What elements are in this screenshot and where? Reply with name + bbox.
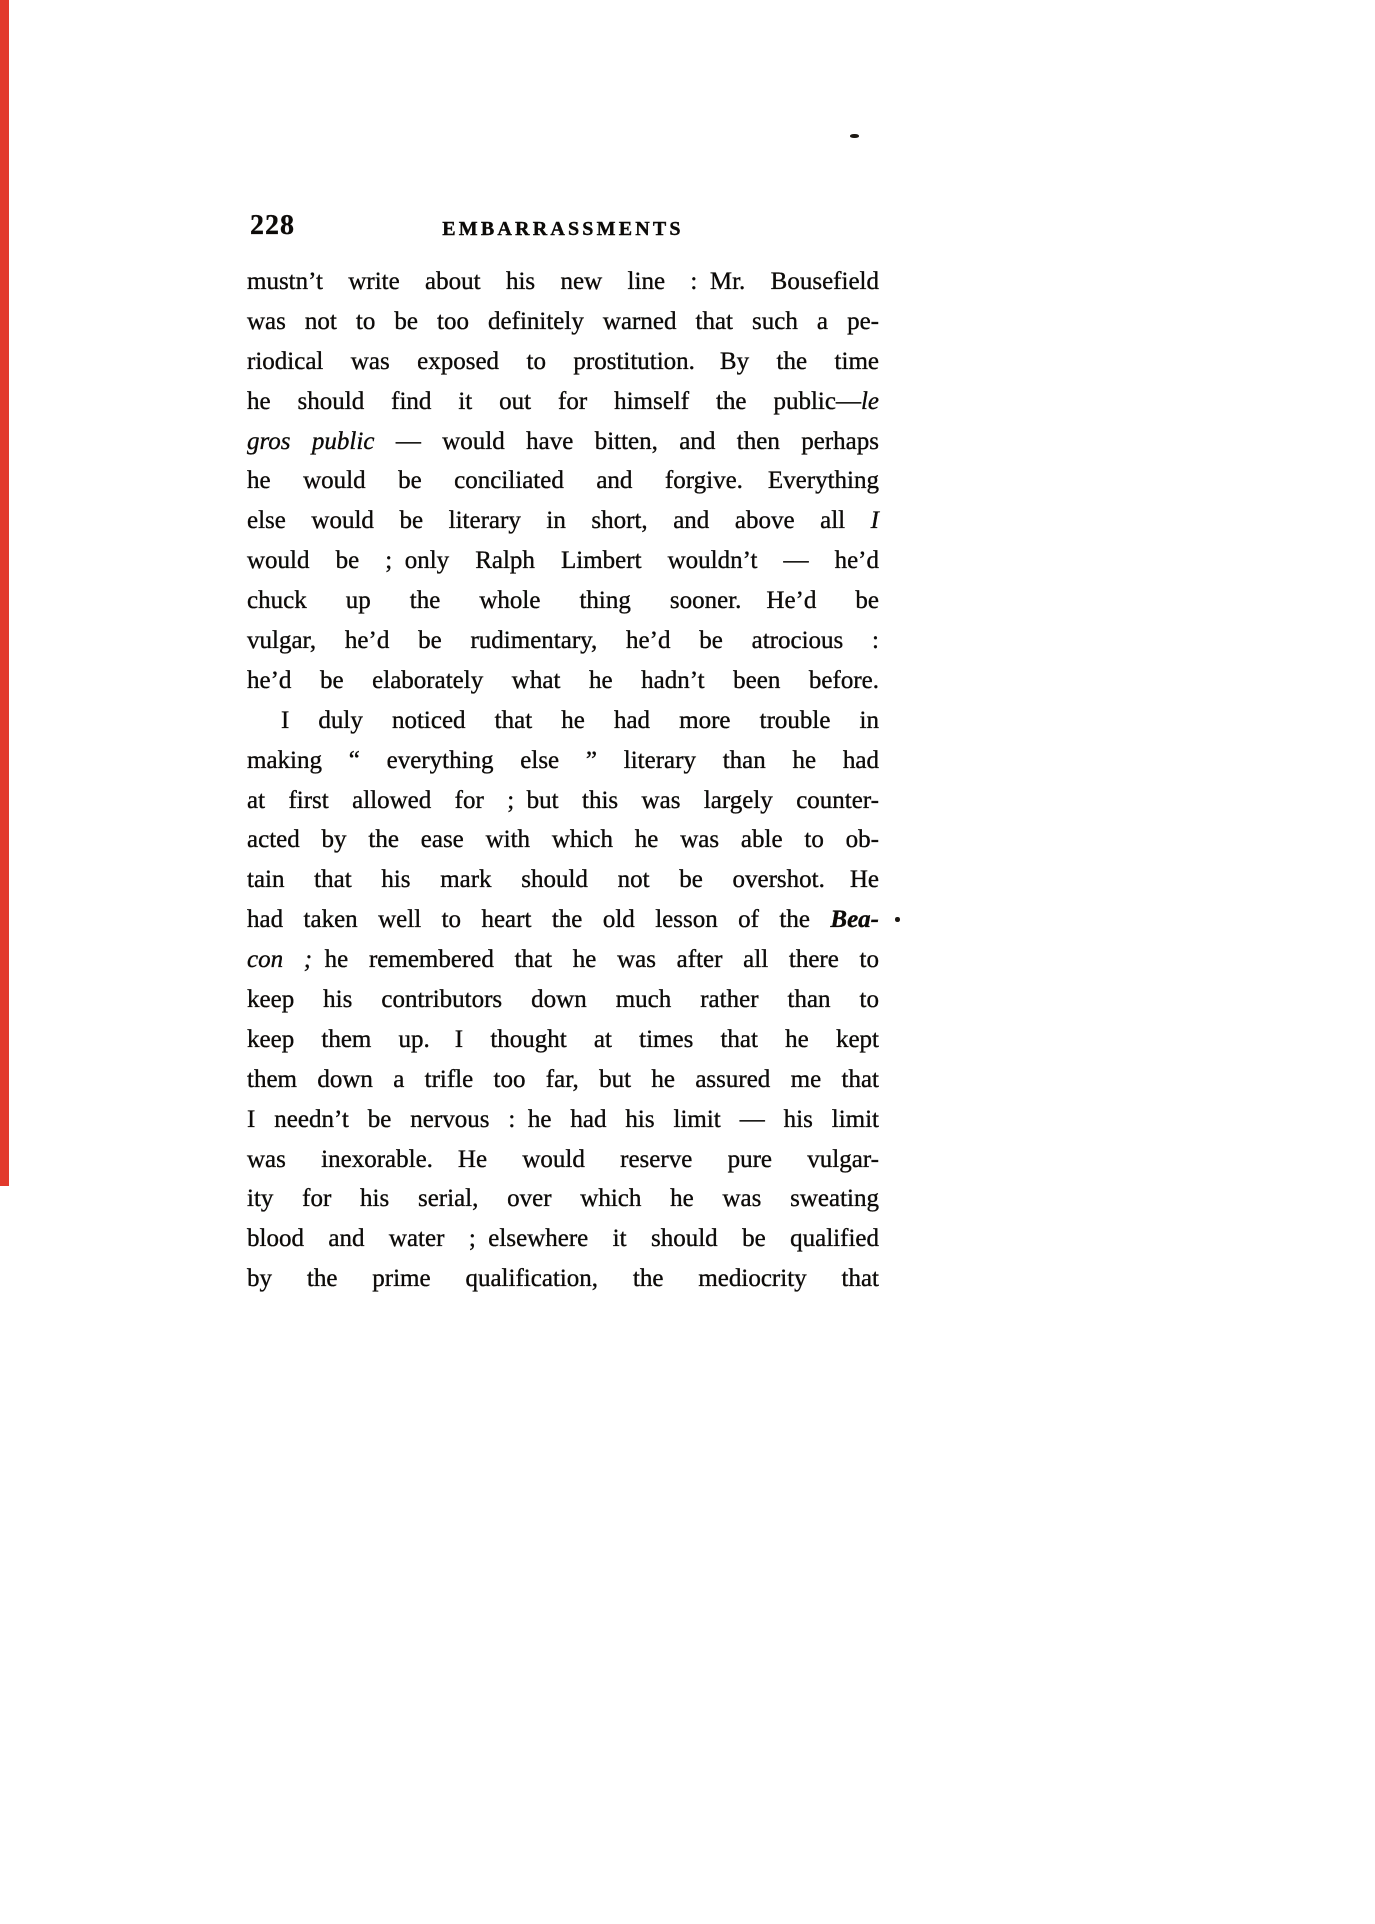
text-segment: he remembered that he was after all there to — [312, 946, 880, 974]
text-segment: he should find it out for himself the public— — [247, 387, 861, 415]
text-line — [247, 1259, 879, 1299]
text-segment: else would be literary in short, and above all — [247, 507, 871, 535]
text-segment: them down a trifle too far, but he assured me that — [247, 1065, 879, 1093]
italic-text: le — [860, 387, 879, 415]
ink-speck — [895, 917, 900, 922]
text-line — [247, 1140, 879, 1180]
italic-text: gros public — [247, 427, 375, 455]
text-segment: tain that his mark should not be overshot. He — [247, 866, 879, 894]
italic-text: con ; — [247, 946, 313, 974]
text-line — [247, 342, 879, 382]
body-text — [247, 262, 879, 1299]
text-segment: chuck up the whole thing sooner. He’d be — [247, 587, 879, 615]
red-edge-stripe — [0, 0, 9, 1186]
text-line — [247, 900, 879, 940]
text-line — [247, 701, 879, 741]
text-segment: was inexorable. He would reserve pure vulgar- — [247, 1145, 879, 1173]
italic-text: Bea- — [830, 906, 879, 934]
text-line — [247, 461, 879, 501]
text-line — [247, 581, 879, 621]
text-segment: I needn’t be nervous : he had his limit — his limit — [247, 1105, 879, 1133]
text-segment: vulgar, he’d be rudimentary, he’d be atrocious : — [247, 627, 879, 655]
text-segment: he’d be elaborately what he hadn’t been before. — [247, 666, 879, 694]
text-line — [247, 501, 879, 541]
text-line — [247, 302, 879, 342]
text-line — [247, 1060, 879, 1100]
text-line — [247, 940, 879, 980]
text-line — [247, 1179, 879, 1219]
text-segment: riodical was exposed to prostitution. By the time — [247, 347, 879, 375]
text-segment: making “ everything else ” literary than he had — [247, 746, 879, 774]
text-segment: ity for his serial, over which he was sweating — [247, 1185, 879, 1213]
text-line — [247, 820, 879, 860]
text-segment: by the prime qualification, the mediocrity that — [247, 1265, 879, 1293]
text-line — [247, 741, 879, 781]
text-segment: keep them up. I thought at times that he kept — [247, 1025, 879, 1053]
text-segment: — would have bitten, and then perhaps — [374, 427, 879, 455]
text-line — [247, 1219, 879, 1259]
text-line — [247, 1020, 879, 1060]
text-segment: at first allowed for ; but this was largely counter- — [247, 786, 879, 814]
text-segment: he would be conciliated and forgive. Everything — [247, 467, 879, 495]
text-line — [247, 262, 879, 302]
text-segment: I duly noticed that he had more trouble in — [281, 706, 879, 734]
page-number: 228 — [250, 210, 295, 241]
text-line — [247, 621, 879, 661]
page-header — [247, 0, 879, 245]
text-line — [247, 860, 879, 900]
text-segment: keep his contributors down much rather than to — [247, 986, 879, 1014]
running-title: EMBARRASSMENTS — [442, 218, 684, 240]
text-segment: had taken well to heart the old lesson of the — [247, 906, 831, 934]
italic-text: I — [870, 507, 879, 535]
text-segment: mustn’t write about his new line : Mr. Bousefield — [247, 268, 879, 295]
text-line — [247, 382, 879, 422]
text-segment: acted by the ease with which he was able to ob- — [247, 826, 879, 854]
text-line — [247, 1100, 879, 1140]
text-line — [247, 980, 879, 1020]
text-line — [247, 422, 879, 462]
text-line — [247, 781, 879, 821]
text-segment: was not to be too definitely warned that such a pe- — [247, 307, 879, 335]
ink-speck — [850, 134, 859, 138]
text-line — [247, 661, 879, 701]
text-segment: would be ; only Ralph Limbert wouldn’t — he’d — [247, 547, 879, 575]
text-line — [247, 541, 879, 581]
text-segment: blood and water ; elsewhere it should be qualified — [247, 1225, 879, 1253]
